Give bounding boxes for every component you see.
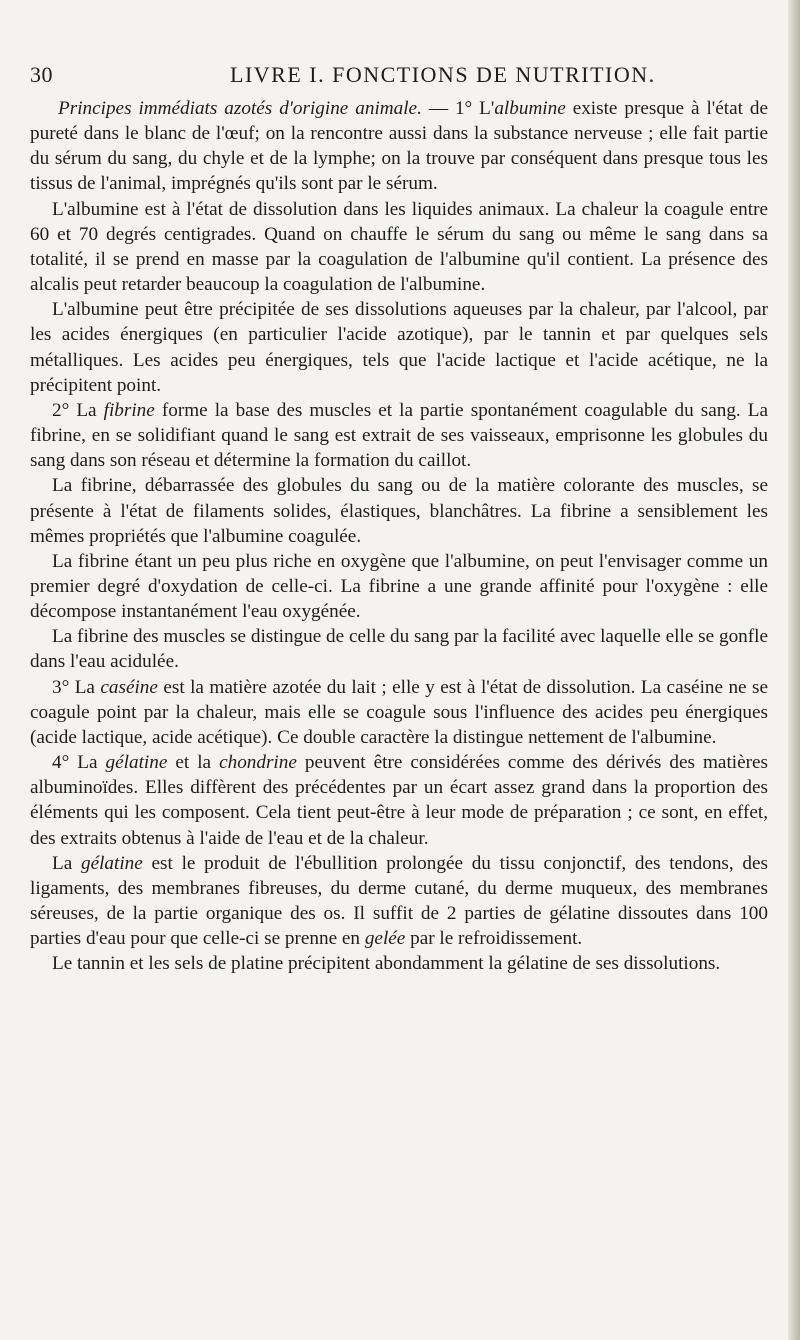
paragraph-text: 4° La (52, 752, 106, 774)
section-heading: Principes immédiats azotés d'origine animale. (58, 98, 422, 119)
book-page (30, 60, 770, 1330)
paragraph-7 (30, 624, 768, 674)
paragraph-3 (30, 297, 768, 398)
paragraph-text: L'albumine peut être précipitée de ses dissolutions aqueuses par la chaleur, par l'alcool, par les acides énergiques (en particulier l'acide azotique), par le tannin et par quelques sels métalliques. Les acides peu énergiques, tels que l'acide lactique et l'acide acétique, ne la précipitent point. (30, 299, 768, 396)
paragraph-4 (30, 398, 768, 473)
paragraph-9 (30, 750, 768, 851)
term-gelatine: gélatine (105, 752, 168, 774)
paragraph-11 (30, 951, 768, 976)
paragraph-text: — 1° L' (421, 98, 495, 119)
page-header (30, 60, 770, 92)
page-number: 30 (30, 62, 53, 87)
paragraph-text: est la matière azotée du lait ; elle y est à l'état de dissolution. La caséine ne se coagule point par la chaleur, mais elle se coagule sous l'influence des acides peu énergiques (acide lactique, acide acétique). Ce double caractère la distingue nettement de l'albumine. (30, 676, 768, 748)
paragraph-5 (30, 473, 768, 548)
term-gelee: gelée (364, 928, 406, 950)
paragraph-text: existe presque à l'état de pureté dans le blanc de l'œuf; on la rencontre aussi dans la substance nerveuse ; elle fait partie du sérum du sang, du chyle et de la lymphe; on la trouve par conséquent dans presque tous les tissus de l'animal, imprégnés qu'ils sont par le sérum. (30, 98, 768, 195)
paragraph-text: forme la base des muscles et la partie spontanément coagulable du sang. La fibrine, en se solidifiant quand le sang est extrait de ses vaisseaux, emprisonne les globules du sang dans son réseau et détermine la formation du caillot. (30, 399, 768, 472)
paragraph-6 (30, 549, 768, 624)
paragraph-text: par le refroidissement. (405, 928, 583, 950)
paragraph-text: 2° La (52, 399, 104, 421)
term-chondrine: chondrine (219, 752, 297, 774)
page-edge-shadow (788, 0, 800, 1340)
term-gelatine: gélatine (80, 852, 143, 874)
term-caseine: caséine (100, 676, 158, 698)
paragraph-text: Le tannin et les sels de platine précipitent abondamment la gélatine de ses dissolutions. (52, 953, 721, 975)
paragraph-text: L'albumine est à l'état de dissolution dans les liquides animaux. La chaleur la coagule entre 60 et 70 degrés centigrades. Quand on chauffe le sérum du sang ou même le sang dans sa totalité, il se prend en masse par la coagulation de l'albumine qu'il contient. La présence des alcalis peut retarder beaucoup la coagulation de l'albumine. (30, 198, 768, 296)
paragraph-text: La fibrine, débarrassée des globules du sang ou de la matière colorante des muscles, se présente à l'état de filaments solides, élastiques, blanchâtres. La fibrine a sensiblement les mêmes propriétés que l'albumine coagulée. (30, 475, 768, 547)
paragraph-text: La fibrine des muscles se distingue de celle du sang par la facilité avec laquelle elle se gonfle dans l'eau acidulée. (30, 626, 768, 673)
paragraph-text: 3° La (52, 676, 101, 698)
running-title: LIVRE I. FONCTIONS DE NUTRITION. (230, 62, 656, 87)
term-albumine: albumine (494, 98, 566, 119)
paragraph-1 (30, 96, 768, 197)
paragraph-2 (30, 197, 768, 298)
paragraph-text: peuvent être considérées comme des dérivés des matières albuminoïdes. Elles diffèrent des précédentes par un écart assez grand dans la proportion des éléments qui les composent. Cela tient peut-être à leur mode de préparation ; ce sont, en effet, des extraits obtenus à l'aide de l'eau et de la chaleur. (30, 752, 768, 849)
paragraph-8 (30, 675, 768, 750)
paragraph-text: La fibrine étant un peu plus riche en oxygène que l'albumine, on peut l'envisager comme un premier degré d'oxydation de celle-ci. La fibrine a une grande affinité pour l'oxygène : elle décompose instantanément l'eau oxygénée. (30, 550, 768, 623)
paragraph-text: et la (167, 752, 220, 774)
term-fibrine: fibrine (103, 399, 155, 421)
paragraph-text: est le produit de l'ébullition prolongée du tissu conjonctif, des tendons, des ligaments, des membranes fibreuses, du derme cutané, du derme muqueux, des membranes séreuses, de la partie organique des os. Il suffit de 2 parties de gélatine dissoutes dans 100 parties d'eau pour que celle-ci se prenne en (30, 852, 768, 950)
paragraph-text: La (52, 852, 81, 874)
paragraph-10 (30, 851, 768, 952)
body-text (30, 96, 768, 976)
